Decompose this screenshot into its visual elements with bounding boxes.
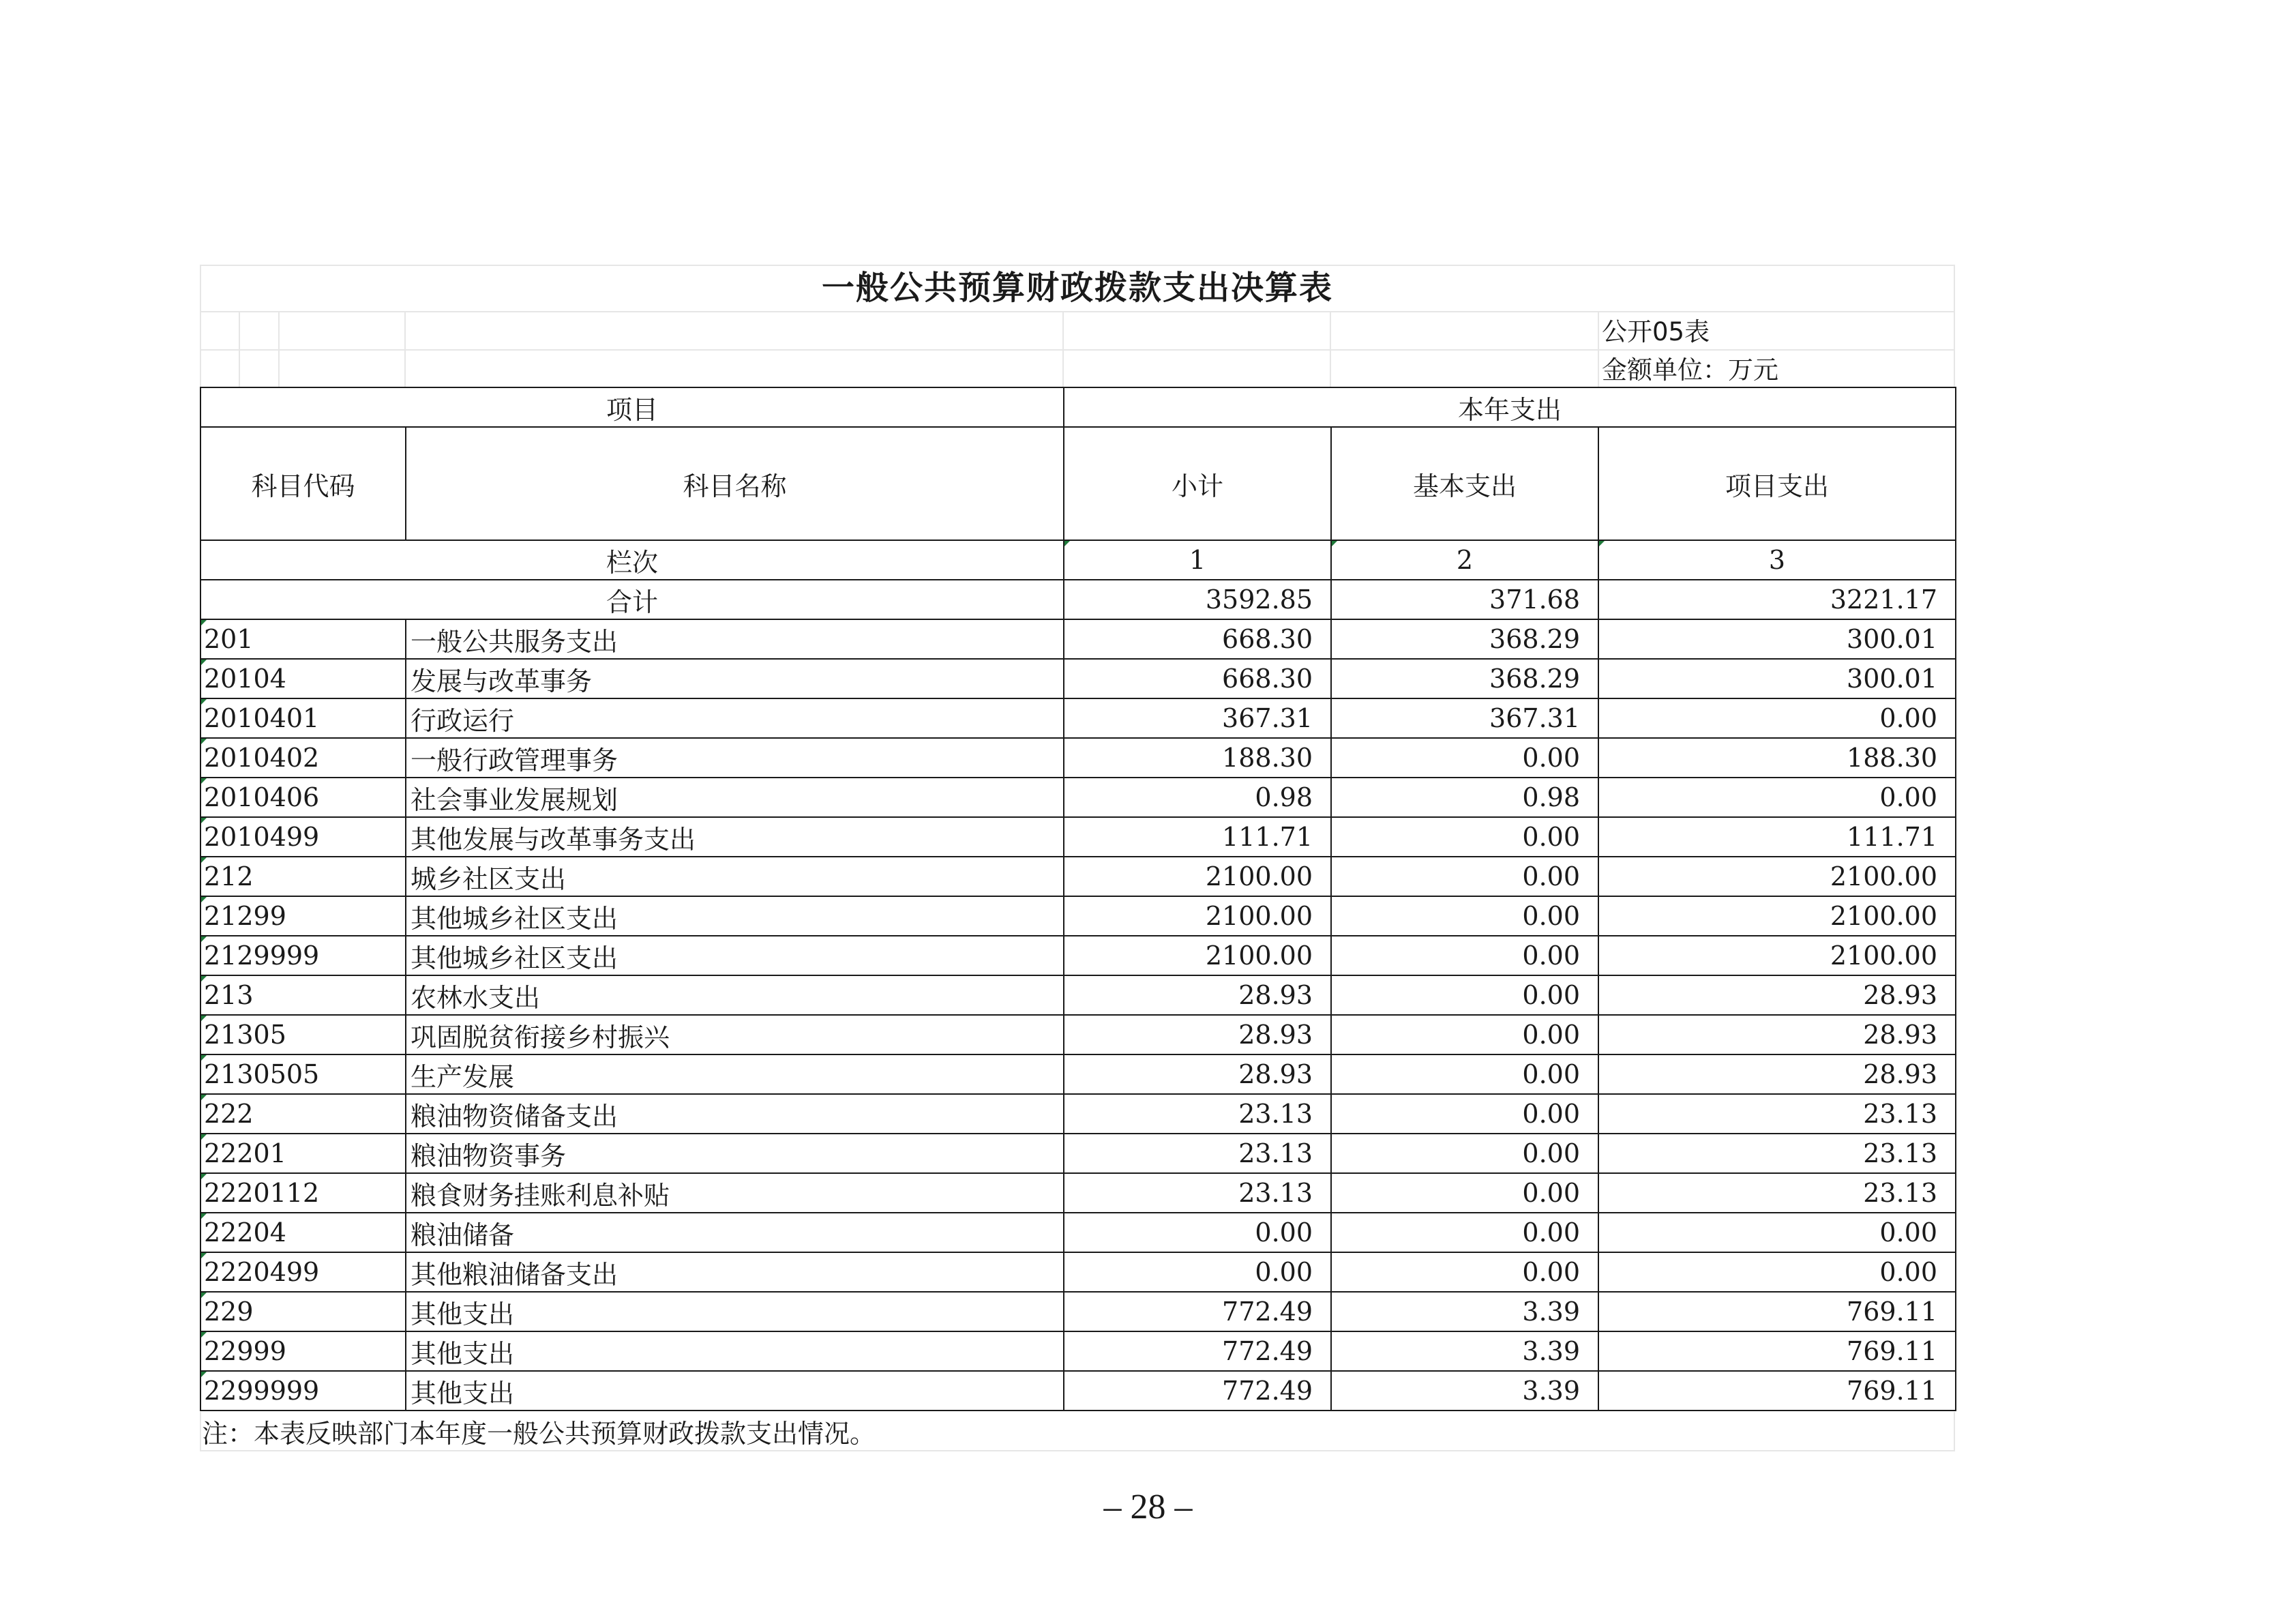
header-current-year-expenditure: 本年支出 <box>1064 387 1956 427</box>
table-row <box>200 936 1956 975</box>
cell-marker-icon <box>201 818 207 823</box>
grid-line <box>239 311 240 387</box>
row-basic: 0.00 <box>1331 1015 1598 1054</box>
cell-marker-icon <box>201 976 207 981</box>
table-row <box>200 1252 1956 1292</box>
header-index-2 <box>1331 540 1598 580</box>
row-code <box>200 1252 406 1292</box>
cell-marker-icon <box>201 699 207 705</box>
row-subtotal: 23.13 <box>1064 1134 1331 1173</box>
header-code: 科目代码 <box>200 427 406 540</box>
header-project: 项目 <box>200 387 1064 427</box>
row-subtotal: 0.00 <box>1064 1213 1331 1252</box>
row-basic: 0.00 <box>1331 1173 1598 1213</box>
row-code-text: 22204 <box>204 1217 286 1247</box>
row-basic: 3.39 <box>1331 1371 1598 1411</box>
header-index-label: 栏次 <box>200 540 1064 580</box>
cell-marker-icon <box>1064 541 1070 546</box>
row-code <box>200 778 406 817</box>
amount-unit: 金额单位：万元 <box>1602 355 1778 385</box>
row-basic: 0.00 <box>1331 975 1598 1015</box>
row-project: 28.93 <box>1598 1015 1956 1054</box>
table-row <box>200 1094 1956 1134</box>
row-name: 其他城乡社区支出 <box>406 936 1064 975</box>
row-name: 其他支出 <box>406 1371 1064 1411</box>
row-name: 其他支出 <box>406 1331 1064 1371</box>
row-subtotal: 2100.00 <box>1064 896 1331 936</box>
row-basic: 0.00 <box>1331 817 1598 857</box>
row-project: 28.93 <box>1598 975 1956 1015</box>
row-code <box>200 659 406 698</box>
row-basic: 0.00 <box>1331 1213 1598 1252</box>
header-index-3 <box>1598 540 1956 580</box>
row-name: 粮食财务挂账利息补贴 <box>406 1173 1064 1213</box>
table-row <box>200 1054 1956 1094</box>
cell-marker-icon <box>201 1016 207 1021</box>
table-row <box>200 1292 1956 1331</box>
row-project: 23.13 <box>1598 1094 1956 1134</box>
cell-marker-icon <box>201 739 207 744</box>
row-code-text: 229 <box>204 1297 254 1327</box>
row-code-text: 22999 <box>204 1336 286 1366</box>
row-code-text: 2220112 <box>204 1178 320 1208</box>
row-project: 769.11 <box>1598 1292 1956 1331</box>
grid-line <box>278 311 280 387</box>
row-code-text: 21299 <box>204 901 286 931</box>
header-subtotal: 小计 <box>1064 427 1331 540</box>
table-number: 公开05表 <box>1602 317 1710 346</box>
row-project: 0.00 <box>1598 1213 1956 1252</box>
index-3-text: 3 <box>1768 545 1786 575</box>
table-row <box>200 619 1956 659</box>
row-basic: 3.39 <box>1331 1292 1598 1331</box>
row-code-text: 2010402 <box>204 743 320 773</box>
row-subtotal: 2100.00 <box>1064 936 1331 975</box>
grid-line <box>1062 311 1064 387</box>
cell-marker-icon <box>201 1055 207 1061</box>
total-subtotal: 3592.85 <box>1064 580 1331 619</box>
total-label: 合计 <box>200 580 1064 619</box>
row-subtotal: 188.30 <box>1064 738 1331 778</box>
row-project: 2100.00 <box>1598 896 1956 936</box>
row-subtotal: 668.30 <box>1064 619 1331 659</box>
row-project: 23.13 <box>1598 1173 1956 1213</box>
cell-marker-icon <box>201 1095 207 1100</box>
table-row <box>200 857 1956 896</box>
row-subtotal: 772.49 <box>1064 1292 1331 1331</box>
row-code <box>200 1292 406 1331</box>
row-code-text: 22201 <box>204 1138 286 1168</box>
row-code-text: 201 <box>204 624 254 654</box>
table-row <box>200 1173 1956 1213</box>
row-code-text: 222 <box>204 1099 254 1129</box>
row-subtotal: 28.93 <box>1064 975 1331 1015</box>
table-row <box>200 1331 1956 1371</box>
row-code-text: 2010499 <box>204 822 320 852</box>
grid-line <box>1954 1412 1955 1451</box>
row-code <box>200 738 406 778</box>
row-name: 其他发展与改革事务支出 <box>406 817 1064 857</box>
row-basic: 0.00 <box>1331 738 1598 778</box>
row-code <box>200 1173 406 1213</box>
row-code-text: 20104 <box>204 664 286 694</box>
row-code <box>200 936 406 975</box>
header-name: 科目名称 <box>406 427 1064 540</box>
row-project: 0.00 <box>1598 1252 1956 1292</box>
row-code-text: 21305 <box>204 1020 286 1050</box>
cell-marker-icon <box>201 1134 207 1140</box>
row-basic: 0.00 <box>1331 1134 1598 1173</box>
row-code <box>200 1331 406 1371</box>
header-project-expenditure: 项目支出 <box>1598 427 1956 540</box>
row-project: 300.01 <box>1598 659 1956 698</box>
cell-marker-icon <box>201 1332 207 1338</box>
row-code <box>200 1371 406 1411</box>
cell-marker-icon <box>201 897 207 902</box>
row-name: 社会事业发展规划 <box>406 778 1064 817</box>
header-row-2 <box>200 427 1956 540</box>
table-row <box>200 1371 1956 1411</box>
row-subtotal: 28.93 <box>1064 1015 1331 1054</box>
row-project: 188.30 <box>1598 738 1956 778</box>
row-code <box>200 1094 406 1134</box>
row-code <box>200 896 406 936</box>
row-project: 769.11 <box>1598 1331 1956 1371</box>
row-code <box>200 1015 406 1054</box>
row-name: 城乡社区支出 <box>406 857 1064 896</box>
row-name: 巩固脱贫衔接乡村振兴 <box>406 1015 1064 1054</box>
cell-marker-icon <box>201 936 207 942</box>
row-project: 111.71 <box>1598 817 1956 857</box>
row-project: 0.00 <box>1598 778 1956 817</box>
row-project: 2100.00 <box>1598 857 1956 896</box>
row-code-text: 2010401 <box>204 703 320 733</box>
row-name: 行政运行 <box>406 698 1064 738</box>
row-name: 一般公共服务支出 <box>406 619 1064 659</box>
row-project: 769.11 <box>1598 1371 1956 1411</box>
row-subtotal: 23.13 <box>1064 1173 1331 1213</box>
row-code-text: 2220499 <box>204 1257 320 1287</box>
row-subtotal: 111.71 <box>1064 817 1331 857</box>
expenditure-table <box>200 387 1956 1411</box>
row-code <box>200 698 406 738</box>
cell-marker-icon <box>201 1293 207 1298</box>
row-basic: 0.98 <box>1331 778 1598 817</box>
cell-marker-icon <box>201 1372 207 1377</box>
row-name: 其他城乡社区支出 <box>406 896 1064 936</box>
row-code <box>200 1134 406 1173</box>
row-name: 一般行政管理事务 <box>406 738 1064 778</box>
row-basic: 0.00 <box>1331 896 1598 936</box>
row-subtotal: 668.30 <box>1064 659 1331 698</box>
grid-line <box>1598 311 1599 387</box>
page-title: 一般公共预算财政拨款支出决算表 <box>821 269 1333 307</box>
cell-marker-icon <box>201 778 207 784</box>
header-basic: 基本支出 <box>1331 427 1598 540</box>
row-name: 粮油储备 <box>406 1213 1064 1252</box>
table-row <box>200 698 1956 738</box>
cell-marker-icon <box>201 660 207 665</box>
table-row <box>200 659 1956 698</box>
index-2-text: 2 <box>1456 545 1474 575</box>
row-subtotal: 23.13 <box>1064 1094 1331 1134</box>
row-project: 2100.00 <box>1598 936 1956 975</box>
row-subtotal: 28.93 <box>1064 1054 1331 1094</box>
grid-line <box>404 311 406 387</box>
row-name: 生产发展 <box>406 1054 1064 1094</box>
row-basic: 0.00 <box>1331 1054 1598 1094</box>
cell-marker-icon <box>201 1213 207 1219</box>
row-code <box>200 817 406 857</box>
row-subtotal: 0.98 <box>1064 778 1331 817</box>
row-code-text: 2299999 <box>204 1376 320 1406</box>
row-code-text: 2129999 <box>204 941 320 971</box>
table-row <box>200 817 1956 857</box>
row-project: 23.13 <box>1598 1134 1956 1173</box>
row-name: 粮油物资储备支出 <box>406 1094 1064 1134</box>
row-subtotal: 772.49 <box>1064 1371 1331 1411</box>
row-project: 0.00 <box>1598 698 1956 738</box>
row-subtotal: 0.00 <box>1064 1252 1331 1292</box>
total-basic: 371.68 <box>1331 580 1598 619</box>
row-basic: 0.00 <box>1331 1094 1598 1134</box>
cell-marker-icon <box>201 1253 207 1258</box>
row-name: 农林水支出 <box>406 975 1064 1015</box>
header-row-index <box>200 540 1956 580</box>
grid-line <box>200 311 1955 312</box>
row-basic: 367.31 <box>1331 698 1598 738</box>
row-code <box>200 1054 406 1094</box>
row-code-text: 2130505 <box>204 1059 320 1089</box>
row-code <box>200 975 406 1015</box>
table-row <box>200 738 1956 778</box>
row-basic: 368.29 <box>1331 659 1598 698</box>
row-basic: 368.29 <box>1331 619 1598 659</box>
row-code-text: 213 <box>204 980 254 1010</box>
cell-marker-icon <box>201 1174 207 1179</box>
row-basic: 0.00 <box>1331 1252 1598 1292</box>
cell-marker-icon <box>201 857 207 863</box>
page-number: – 28 – <box>1103 1488 1193 1526</box>
row-code <box>200 619 406 659</box>
row-basic: 3.39 <box>1331 1331 1598 1371</box>
table-row <box>200 1213 1956 1252</box>
total-project: 3221.17 <box>1598 580 1956 619</box>
row-name: 粮油物资事务 <box>406 1134 1064 1173</box>
cell-marker-icon <box>1332 541 1337 546</box>
row-name: 其他粮油储备支出 <box>406 1252 1064 1292</box>
grid-line <box>200 1412 201 1451</box>
row-code-text: 212 <box>204 861 254 891</box>
cell-marker-icon <box>201 620 207 625</box>
row-name: 其他支出 <box>406 1292 1064 1331</box>
row-basic: 0.00 <box>1331 936 1598 975</box>
table-row <box>200 1134 1956 1173</box>
row-code <box>200 857 406 896</box>
row-code <box>200 1213 406 1252</box>
row-name: 发展与改革事务 <box>406 659 1064 698</box>
header-row-1 <box>200 387 1956 427</box>
total-row <box>200 580 1956 619</box>
table-row <box>200 975 1956 1015</box>
table-note: 注：本表反映部门本年度一般公共预算财政拨款支出情况。 <box>202 1419 876 1449</box>
grid-line <box>1330 311 1331 387</box>
row-project: 300.01 <box>1598 619 1956 659</box>
table-row <box>200 1015 1956 1054</box>
header-index-1 <box>1064 540 1331 580</box>
row-subtotal: 367.31 <box>1064 698 1331 738</box>
index-1-text: 1 <box>1189 545 1206 575</box>
row-subtotal: 2100.00 <box>1064 857 1331 896</box>
row-basic: 0.00 <box>1331 857 1598 896</box>
row-project: 28.93 <box>1598 1054 1956 1094</box>
row-subtotal: 772.49 <box>1064 1331 1331 1371</box>
table-row <box>200 778 1956 817</box>
row-code-text: 2010406 <box>204 782 320 812</box>
cell-marker-icon <box>1599 541 1605 546</box>
table-row <box>200 896 1956 936</box>
